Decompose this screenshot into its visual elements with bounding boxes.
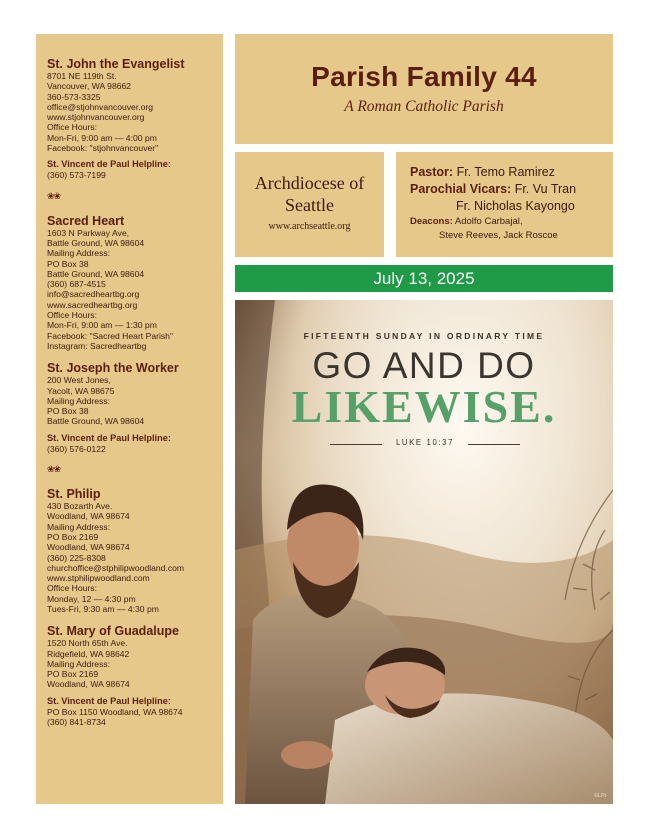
office-hours-label: Office Hours: <box>47 310 97 321</box>
deacon-names: Steve Reeves, Jack Roscoe <box>439 230 558 241</box>
phone: (360) 687-4515 <box>47 279 106 290</box>
parish-directory-sidebar <box>36 34 223 804</box>
mailing-label: Mailing Address: <box>47 395 111 406</box>
instagram: Instagram: Sacredheartbg <box>47 340 147 351</box>
page-title: Parish Family 44 <box>311 61 537 92</box>
email-link[interactable]: churchoffice@stphilipwoodland.com <box>47 562 185 573</box>
parish-st-philip <box>47 487 214 614</box>
website-link[interactable]: www.stphilipwoodland.com <box>47 573 150 584</box>
email-link[interactable]: info@sacredheartbg.org <box>47 289 140 300</box>
office-hours-label: Office Hours: <box>47 122 97 133</box>
website-link[interactable]: www.sacredheartbg.org <box>47 299 138 310</box>
parish-name: Sacred Heart <box>47 213 125 228</box>
address-line: PO Box 2169 <box>47 669 99 680</box>
vicars-label: Parochial Vicars: <box>410 182 512 196</box>
office-hours-label: Office Hours: <box>47 583 97 594</box>
bulletin-date: July 13, 2025 <box>235 265 613 292</box>
parish-name: St. Mary of Guadalupe <box>47 624 179 639</box>
address-line: 430 Bozarth Ave. <box>47 501 113 512</box>
address-line: Woodland, WA 98674 <box>47 679 130 690</box>
address-line: Ridgefield, WA 98642 <box>47 648 130 659</box>
clergy-box <box>396 152 613 257</box>
svdp-phone: (360) 576-0122 <box>47 443 106 454</box>
parish-name: St. Philip <box>47 487 101 502</box>
parish-name: St. Joseph the Worker <box>47 361 179 376</box>
address-line: Yacolt, WA 98675 <box>47 385 115 396</box>
vicars-line <box>410 181 613 198</box>
address-line: Battle Ground, WA 98604 <box>47 268 145 279</box>
pastor-line <box>410 164 613 181</box>
scripture-reference-text: LUKE 10:37 <box>395 438 455 447</box>
parish-sacred-heart <box>47 214 214 352</box>
deacon-names: Adolfo Carbajal, <box>454 216 523 227</box>
phone: (360) 225-8308 <box>47 552 106 563</box>
parish-st-joseph <box>47 361 214 454</box>
archdiocese-name: Archdiocese of <box>254 173 365 193</box>
office-hours: Tues-Fri, 9:30 am — 4:30 pm <box>47 603 159 614</box>
svdp-helpline <box>47 159 214 180</box>
archdiocese-box <box>235 152 384 257</box>
flower-divider-icon: ❀❀ <box>47 190 61 201</box>
archdiocese-link[interactable]: www.archseattle.org <box>268 221 351 232</box>
svdp-phone: (360) 573-7199 <box>47 170 106 181</box>
image-credit: ©LPi <box>593 793 606 799</box>
address-line: 8701 NE 119th St. <box>47 71 117 81</box>
pastor-name: Fr. Temo Ramirez <box>456 165 555 179</box>
svdp-helpline <box>47 433 214 454</box>
phone: 360-573-3325 <box>47 91 101 102</box>
address-line: Vancouver, WA 98662 <box>47 81 132 92</box>
svdp-label: St. Vincent de Paul Helpline: <box>47 695 171 706</box>
bulletin-header <box>235 34 613 144</box>
address-line: Battle Ground, WA 98604 <box>47 237 145 248</box>
parish-st-john <box>47 57 214 181</box>
address-line: Woodland, WA 98674 <box>47 542 130 553</box>
deacons-label: Deacons: <box>410 216 453 227</box>
address-line: 200 West Jones, <box>47 375 111 386</box>
deacons-line <box>410 215 613 229</box>
address-line: PO Box 2169 <box>47 531 99 542</box>
parish-name: St. John the Evangelist <box>47 57 185 71</box>
svdp-phone: (360) 841-8734 <box>47 717 106 728</box>
svdp-address: PO Box 1150 Woodland, WA 98674 <box>47 706 183 717</box>
cover-headline-emphasis: LIKEWISE. <box>291 381 557 432</box>
cover-headline: GO AND DO <box>312 345 536 386</box>
facebook: Facebook: "stjohnvancouver" <box>47 143 159 154</box>
office-hours: Mon-Fri, 9:00 am — 1:30 pm <box>47 320 157 331</box>
mailing-label: Mailing Address: <box>47 521 111 532</box>
mailing-label: Mailing Address: <box>47 658 111 669</box>
cover-kicker: FIFTEENTH SUNDAY IN ORDINARY TIME <box>303 331 545 341</box>
facebook: Facebook: "Sacred Heart Parish" <box>47 330 173 341</box>
vicar-name: Fr. Nicholas Kayongo <box>456 199 575 213</box>
vicar-name: Fr. Vu Tran <box>514 182 577 196</box>
address-line: PO Box 38 <box>47 406 89 417</box>
address-line: Battle Ground, WA 98604 <box>47 416 145 427</box>
svdp-label: St. Vincent de Paul Helpline: <box>47 159 171 170</box>
archdiocese-name: Seattle <box>285 195 334 215</box>
svdp-helpline <box>47 696 214 728</box>
website-link[interactable]: www.stjohnvancouver.org <box>47 112 145 123</box>
parish-st-mary <box>47 624 214 727</box>
rule-right <box>468 444 520 445</box>
address-line: Woodland, WA 98674 <box>47 511 130 522</box>
cover-image <box>235 300 613 804</box>
address-line: 1603 N Parkway Ave, <box>47 227 130 238</box>
pastor-label: Pastor: <box>410 165 454 179</box>
scripture-reference <box>330 438 520 450</box>
mailing-label: Mailing Address: <box>47 248 111 259</box>
flower-divider-icon: ❀❀ <box>47 464 61 475</box>
svdp-label: St. Vincent de Paul Helpline: <box>47 432 171 443</box>
address-line: 1520 North 65th Ave. <box>47 638 128 649</box>
email-link[interactable]: office@stjohnvancouver.org <box>47 101 154 112</box>
address-line: PO Box 38 <box>47 258 89 269</box>
office-hours: Mon-Fri, 9:00 am — 4:00 pm <box>47 132 157 143</box>
page-subtitle: A Roman Catholic Parish <box>344 98 504 115</box>
office-hours: Monday, 12 — 4:30 pm <box>47 593 136 604</box>
